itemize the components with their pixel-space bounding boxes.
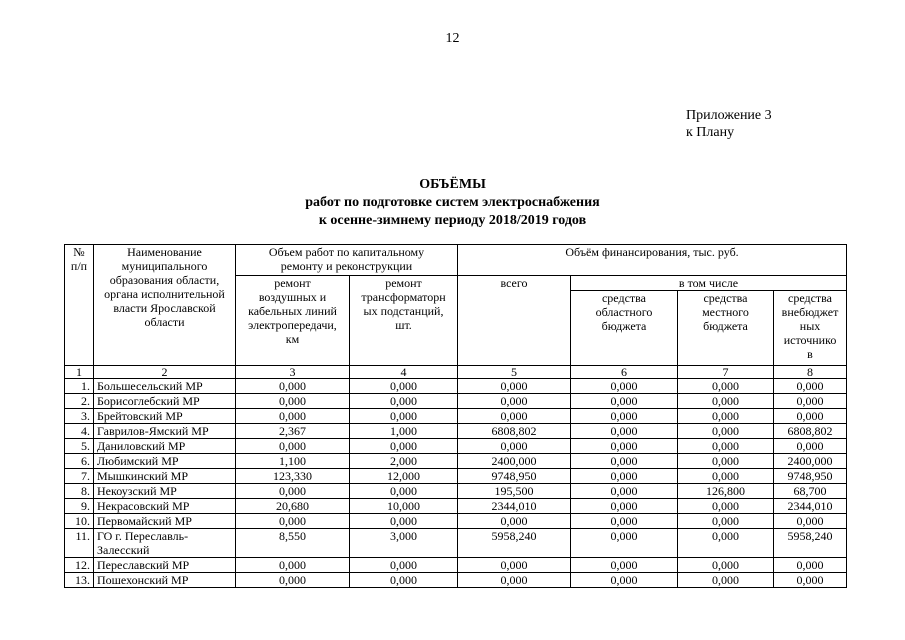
table-row <box>65 529 847 558</box>
row-extra: 2400,000 <box>774 454 847 469</box>
row-extra: 0,000 <box>774 439 847 454</box>
row-total: 9748,950 <box>458 469 571 484</box>
row-extra: 0,000 <box>774 573 847 588</box>
row-substations: 0,000 <box>350 484 458 499</box>
row-name: Большесельский МР <box>94 379 236 394</box>
header-col-extra: средства внебюджет ных источнико в <box>774 291 847 366</box>
row-lines: 0,000 <box>236 514 350 529</box>
row-number: 7. <box>65 469 94 484</box>
table-row <box>65 499 847 514</box>
header-group-including: в том числе <box>571 276 847 291</box>
row-regional: 0,000 <box>571 514 678 529</box>
row-total: 0,000 <box>458 409 571 424</box>
row-number: 10. <box>65 514 94 529</box>
row-local: 126,800 <box>678 484 774 499</box>
row-number: 5. <box>65 439 94 454</box>
column-number-row <box>65 366 847 379</box>
row-extra: 0,000 <box>774 394 847 409</box>
row-substations: 10,000 <box>350 499 458 514</box>
column-number: 8 <box>774 366 847 379</box>
row-lines: 20,680 <box>236 499 350 514</box>
row-name: Некрасовский МР <box>94 499 236 514</box>
row-lines: 2,367 <box>236 424 350 439</box>
row-total: 0,000 <box>458 394 571 409</box>
row-lines: 0,000 <box>236 558 350 573</box>
row-extra: 9748,950 <box>774 469 847 484</box>
table-row <box>65 424 847 439</box>
row-number: 9. <box>65 499 94 514</box>
row-name: Борисоглебский МР <box>94 394 236 409</box>
row-number: 4. <box>65 424 94 439</box>
row-substations: 1,000 <box>350 424 458 439</box>
row-total: 195,500 <box>458 484 571 499</box>
row-number: 3. <box>65 409 94 424</box>
row-regional: 0,000 <box>571 379 678 394</box>
row-extra: 6808,802 <box>774 424 847 439</box>
row-substations: 0,000 <box>350 379 458 394</box>
row-number: 1. <box>65 379 94 394</box>
row-substations: 0,000 <box>350 409 458 424</box>
row-substations: 0,000 <box>350 573 458 588</box>
row-extra: 2344,010 <box>774 499 847 514</box>
row-extra: 5958,240 <box>774 529 847 558</box>
row-local: 0,000 <box>678 529 774 558</box>
title-line-1: ОБЪЁМЫ <box>419 177 486 192</box>
row-lines: 0,000 <box>236 394 350 409</box>
row-name: Пошехонский МР <box>94 573 236 588</box>
row-local: 0,000 <box>678 558 774 573</box>
row-regional: 0,000 <box>571 469 678 484</box>
header-group-finance: Объём финансирования, тыс. руб. <box>458 245 847 276</box>
row-total: 0,000 <box>458 573 571 588</box>
row-name: Переславский МР <box>94 558 236 573</box>
row-lines: 1,100 <box>236 454 350 469</box>
table-row <box>65 439 847 454</box>
row-regional: 0,000 <box>571 394 678 409</box>
row-name: Гаврилов-Ямский МР <box>94 424 236 439</box>
row-extra: 68,700 <box>774 484 847 499</box>
row-local: 0,000 <box>678 454 774 469</box>
table-row <box>65 573 847 588</box>
row-number: 2. <box>65 394 94 409</box>
column-number: 1 <box>65 366 94 379</box>
row-regional: 0,000 <box>571 558 678 573</box>
column-number: 4 <box>350 366 458 379</box>
row-regional: 0,000 <box>571 499 678 514</box>
row-name: Даниловский МР <box>94 439 236 454</box>
row-local: 0,000 <box>678 439 774 454</box>
row-number: 12. <box>65 558 94 573</box>
header-col-substations: ремонт трансформаторн ых подстанций, шт. <box>350 276 458 366</box>
row-substations: 0,000 <box>350 394 458 409</box>
row-local: 0,000 <box>678 379 774 394</box>
row-lines: 0,000 <box>236 409 350 424</box>
row-name: Мышкинский МР <box>94 469 236 484</box>
row-name: Брейтовский МР <box>94 409 236 424</box>
table-row <box>65 409 847 424</box>
row-number: 11. <box>65 529 94 558</box>
row-extra: 0,000 <box>774 379 847 394</box>
appendix-line-1: Приложение 3 <box>686 108 772 123</box>
page-number: 12 <box>445 31 460 46</box>
title-line-3: к осенне-зимнему периоду 2018/2019 годов <box>318 213 587 228</box>
row-regional: 0,000 <box>571 454 678 469</box>
row-substations: 3,000 <box>350 529 458 558</box>
column-number: 5 <box>458 366 571 379</box>
table-row <box>65 484 847 499</box>
row-substations: 0,000 <box>350 439 458 454</box>
header-col-lines: ремонт воздушных и кабельных линий электропередачи, км <box>236 276 350 366</box>
header-col-name: Наименование муниципального образования области, органа исполнительной власти Ярославской области <box>94 245 236 366</box>
row-local: 0,000 <box>678 514 774 529</box>
header-col-regional: средства областного бюджета <box>571 291 678 366</box>
column-number: 7 <box>678 366 774 379</box>
row-total: 0,000 <box>458 558 571 573</box>
row-substations: 2,000 <box>350 454 458 469</box>
row-total: 0,000 <box>458 514 571 529</box>
row-name: ГО г. Переславль-Залесский <box>94 529 236 558</box>
row-substations: 0,000 <box>350 558 458 573</box>
column-number: 2 <box>94 366 236 379</box>
table-row <box>65 379 847 394</box>
row-local: 0,000 <box>678 499 774 514</box>
row-substations: 12,000 <box>350 469 458 484</box>
row-lines: 0,000 <box>236 573 350 588</box>
row-total: 6808,802 <box>458 424 571 439</box>
table-row <box>65 514 847 529</box>
header-group-repair: Объем работ по капитальному ремонту и реконструкции <box>236 245 458 276</box>
row-regional: 0,000 <box>571 529 678 558</box>
appendix-note <box>686 107 772 141</box>
row-local: 0,000 <box>678 424 774 439</box>
row-regional: 0,000 <box>571 424 678 439</box>
header-col-local: средства местного бюджета <box>678 291 774 366</box>
row-name: Любимский МР <box>94 454 236 469</box>
row-regional: 0,000 <box>571 484 678 499</box>
row-regional: 0,000 <box>571 439 678 454</box>
row-lines: 0,000 <box>236 484 350 499</box>
column-number: 6 <box>571 366 678 379</box>
volumes-table <box>64 244 847 588</box>
header-col-number: № п/п <box>65 245 94 366</box>
title-line-2: работ по подготовке систем электроснабжения <box>305 195 600 210</box>
table-body <box>65 379 847 588</box>
row-lines: 8,550 <box>236 529 350 558</box>
row-extra: 0,000 <box>774 558 847 573</box>
row-total: 2400,000 <box>458 454 571 469</box>
row-local: 0,000 <box>678 573 774 588</box>
row-number: 6. <box>65 454 94 469</box>
document-title <box>0 176 905 230</box>
row-extra: 0,000 <box>774 409 847 424</box>
row-regional: 0,000 <box>571 573 678 588</box>
table-header <box>65 245 847 379</box>
row-local: 0,000 <box>678 394 774 409</box>
row-lines: 0,000 <box>236 439 350 454</box>
row-number: 8. <box>65 484 94 499</box>
appendix-line-2: к Плану <box>686 125 735 140</box>
row-regional: 0,000 <box>571 409 678 424</box>
row-total: 2344,010 <box>458 499 571 514</box>
row-local: 0,000 <box>678 409 774 424</box>
row-local: 0,000 <box>678 469 774 484</box>
row-total: 5958,240 <box>458 529 571 558</box>
table-row <box>65 454 847 469</box>
row-name: Первомайский МР <box>94 514 236 529</box>
row-substations: 0,000 <box>350 514 458 529</box>
row-lines: 0,000 <box>236 379 350 394</box>
table-row <box>65 558 847 573</box>
row-total: 0,000 <box>458 439 571 454</box>
table-row <box>65 394 847 409</box>
table-row <box>65 469 847 484</box>
row-number: 13. <box>65 573 94 588</box>
row-total: 0,000 <box>458 379 571 394</box>
row-lines: 123,330 <box>236 469 350 484</box>
row-name: Некоузский МР <box>94 484 236 499</box>
row-extra: 0,000 <box>774 514 847 529</box>
column-number: 3 <box>236 366 350 379</box>
header-col-total: всего <box>458 276 571 366</box>
